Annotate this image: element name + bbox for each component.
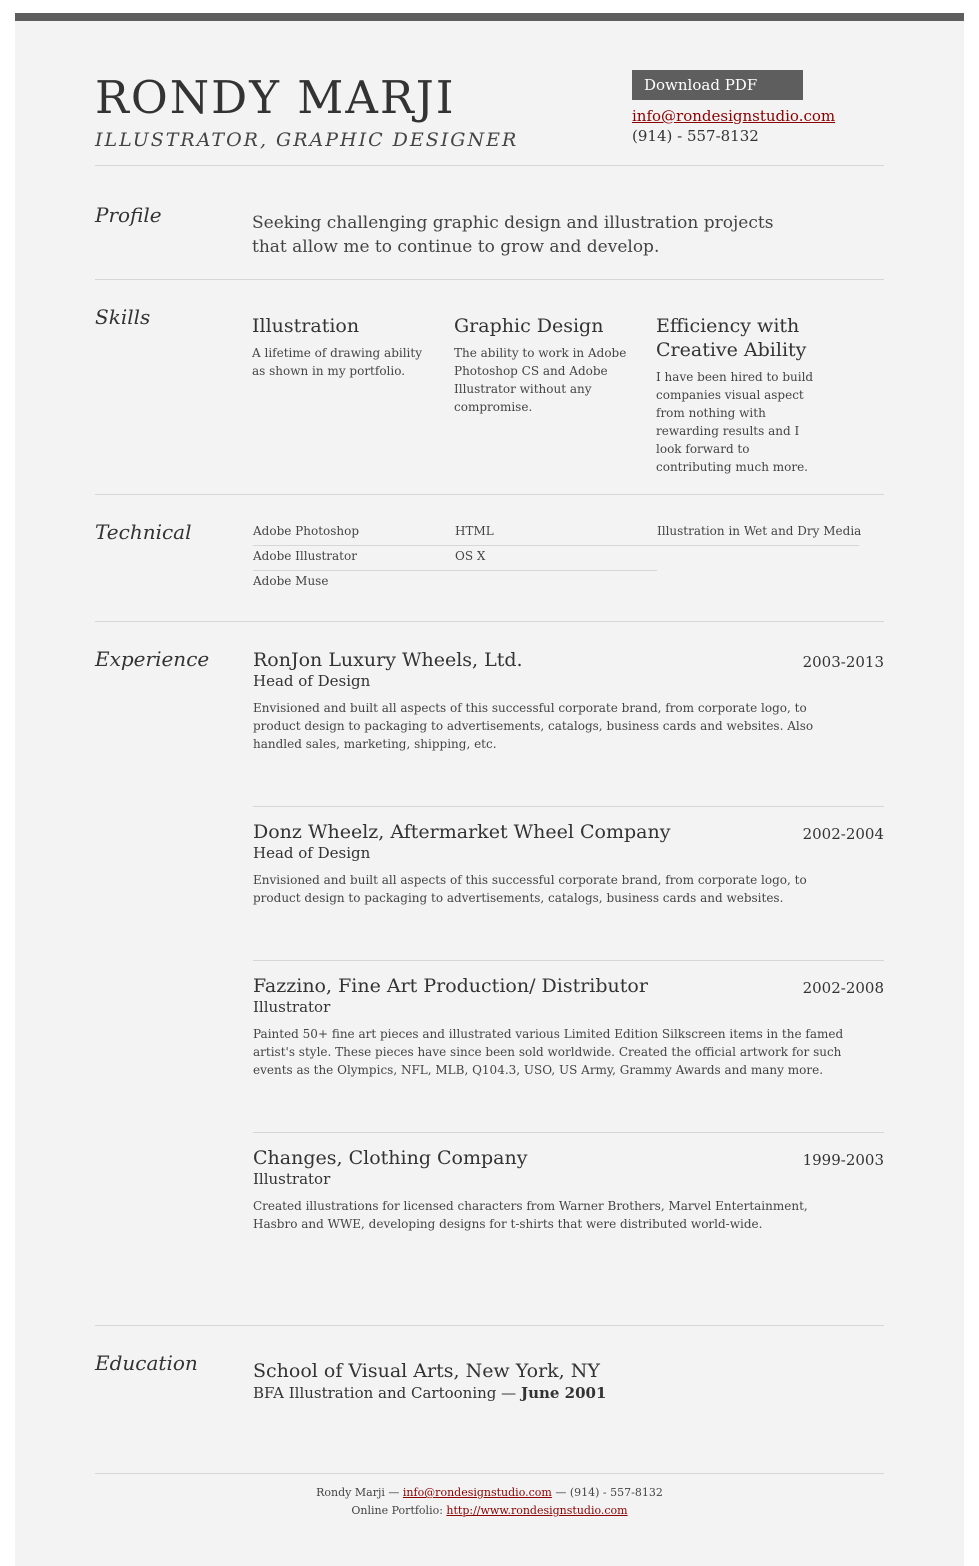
resume-name: RONDY MARJI <box>95 71 456 124</box>
resume-title: ILLUSTRATOR, GRAPHIC DESIGNER <box>95 129 519 151</box>
job-company: Donz Wheelz, Aftermarket Wheel Company <box>253 821 671 843</box>
tech-item: Adobe Photoshop <box>253 524 360 538</box>
job-company: Changes, Clothing Company <box>253 1147 528 1169</box>
job-description: Envisioned and built all aspects of this successful corporate brand, from corporate logo, to product design to packaging to advertisements, catalogs, business cards and websites. <box>253 873 807 905</box>
divider <box>95 494 884 495</box>
divider <box>95 279 884 280</box>
divider <box>95 1325 884 1326</box>
section-label-education: Education <box>95 1351 198 1375</box>
footer-email-link[interactable]: info@rondesignstudio.com <box>402 1486 552 1499</box>
job-role: Illustrator <box>253 1170 331 1188</box>
header-email-link[interactable]: info@rondesignstudio.com <box>632 107 836 125</box>
job-years: 2003-2013 <box>802 653 884 671</box>
divider <box>253 1132 884 1133</box>
section-label-experience: Experience <box>95 647 210 671</box>
skill-title: Efficiency with Creative Ability <box>656 315 807 361</box>
job-years: 2002-2004 <box>802 825 884 843</box>
footer-name: Rondy Marji — <box>316 1486 400 1499</box>
footer-contact <box>15 1484 964 1502</box>
skill-desc: I have been hired to build companies visual aspect from nothing with rewarding results and I look forward to contributing much more. <box>656 370 814 474</box>
education-degree-text: BFA Illustration and Cartooning — <box>253 1384 517 1402</box>
divider <box>253 960 884 961</box>
tech-item: Illustration in Wet and Dry Media <box>657 524 862 538</box>
footer-portfolio-label: Online Portfolio: <box>351 1504 443 1517</box>
job-entry <box>253 821 884 907</box>
job-entry <box>253 1147 884 1233</box>
tech-item: Adobe Muse <box>253 574 329 588</box>
education-school: School of Visual Arts, New York, NY <box>253 1360 600 1382</box>
tech-item: OS X <box>455 549 486 563</box>
divider <box>95 1473 884 1474</box>
divider <box>95 165 884 166</box>
skill-card <box>252 314 427 380</box>
resume-page <box>15 13 964 1566</box>
footer-phone: — (914) - 557-8132 <box>555 1486 663 1499</box>
skill-card <box>454 314 629 416</box>
skill-title: Illustration <box>252 315 360 337</box>
section-label-skills: Skills <box>95 305 151 329</box>
job-entry <box>253 649 884 753</box>
footer-portfolio <box>15 1502 964 1520</box>
profile-text: Seeking challenging graphic design and illustration projects that allow me to continue to grow and develop. <box>252 213 774 257</box>
job-entry <box>253 975 884 1079</box>
job-description: Painted 50+ fine art pieces and illustrated various Limited Edition Silkscreen items in the famed artist's style. These pieces have since been sold worldwide. Created the official artwork for such events as the Olympics, NFL, MLB, Q104.3, USO, US Army, Grammy Awards and many more. <box>253 1027 844 1077</box>
job-company: Fazzino, Fine Art Production/ Distributor <box>253 975 648 997</box>
education-degree <box>253 1384 606 1402</box>
education-date: June 2001 <box>520 1384 607 1402</box>
job-years: 1999-2003 <box>802 1151 884 1169</box>
divider <box>657 545 859 546</box>
skill-desc: The ability to work in Adobe Photoshop CS and Adobe Illustrator without any compromise. <box>454 346 627 414</box>
footer-portfolio-link[interactable]: http://www.rondesignstudio.com <box>446 1504 628 1517</box>
tech-item: HTML <box>455 524 494 538</box>
divider <box>253 806 884 807</box>
job-years: 2002-2008 <box>802 979 884 997</box>
job-company: RonJon Luxury Wheels, Ltd. <box>253 649 523 671</box>
skill-card <box>656 314 826 476</box>
skill-desc: A lifetime of drawing ability as shown in my portfolio. <box>252 346 422 378</box>
download-pdf-button[interactable]: Download PDF <box>632 70 803 100</box>
tech-item: Adobe Illustrator <box>253 549 357 563</box>
skill-title: Graphic Design <box>454 315 604 337</box>
job-role: Head of Design <box>253 844 371 862</box>
job-role: Head of Design <box>253 672 371 690</box>
section-label-technical: Technical <box>95 520 192 544</box>
job-description: Created illustrations for licensed characters from Warner Brothers, Marvel Entertainment, Hasbro and WWE, developing designs for t-shirts that were distributed world-wide. <box>253 1199 808 1231</box>
header-phone: (914) - 557-8132 <box>632 127 759 145</box>
divider <box>95 621 884 622</box>
section-label-profile: Profile <box>95 203 162 227</box>
job-role: Illustrator <box>253 998 331 1016</box>
job-description: Envisioned and built all aspects of this successful corporate brand, from corporate logo, to product design to packaging to advertisements, catalogs, business cards and websites. Also handled sales, marketing, shipping, etc. <box>253 701 814 751</box>
